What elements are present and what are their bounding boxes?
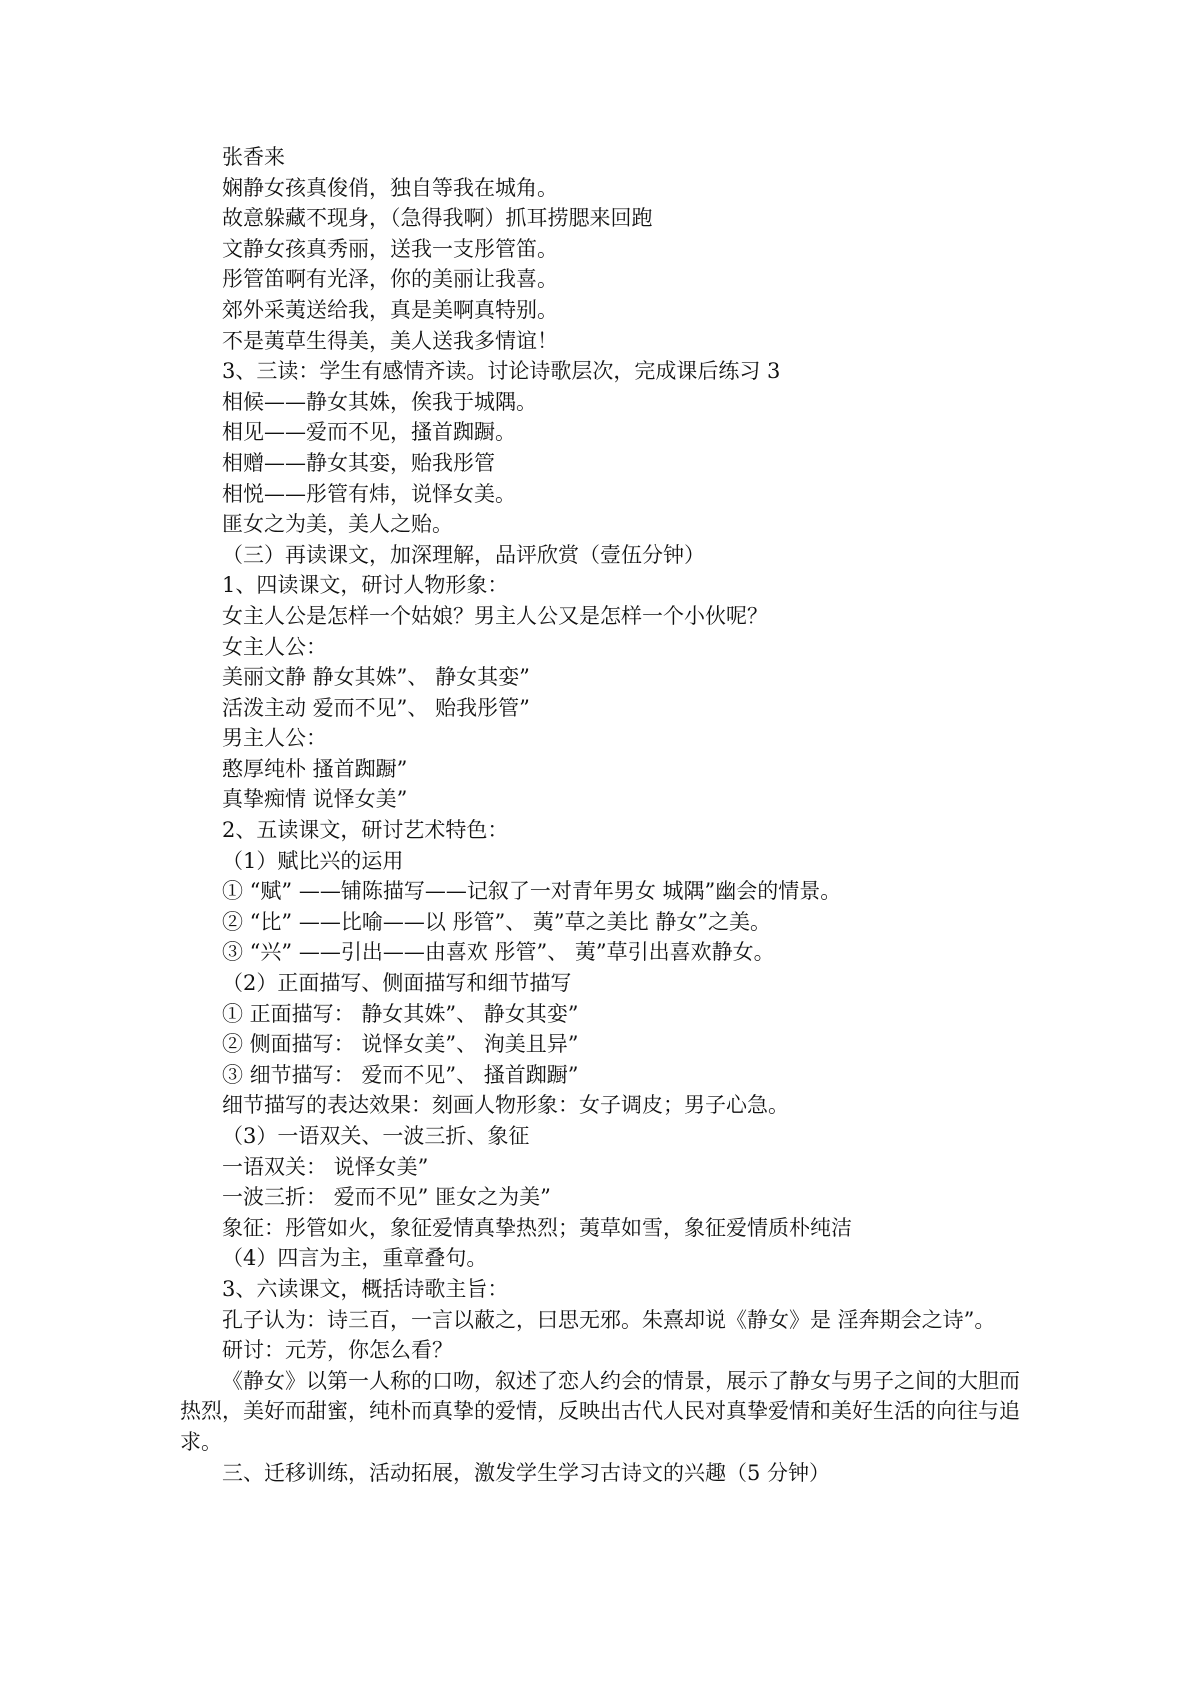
text-line: 美丽文静 静女其姝”、 静女其娈” [222,665,530,690]
text-line: ① “赋” ——铺陈描写——记叙了一对青年男女 城隅”幽会的情景。 [222,879,842,904]
text-line: 1、四读课文，研讨人物形象： [222,573,509,598]
section-heading: （三）再读课文，加深理解，品评欣赏（壹伍分钟） [222,542,705,567]
text-line: 女主人公是怎样一个姑娘？男主人公又是怎样一个小伙呢？ [222,603,768,628]
text-line: 活泼主动 爱而不见”、 贻我彤管” [222,695,530,720]
summary-paragraph: 《静女》以第一人称的口吻，叙述了恋人约会的情景，展示了静女与男子之间的大胆而热烈，美好而甜蜜，纯朴而真挚的爱情，反映出古代人民对真挚爱情和美好生活的向往与追求。 [180,1368,1020,1454]
text-line: 一波三折： 爱而不见” 匪女之为美” [222,1185,551,1210]
text-line: 相见——爱而不见，搔首踟蹰。 [222,420,516,445]
text-line: 3、六读课文，概括诗歌主旨： [222,1276,509,1301]
text-line: （1）赋比兴的运用 [222,848,404,873]
text-line: （3）一语双关、一波三折、象征 [222,1124,530,1148]
text-line: 相悦——彤管有炜，说怿女美。 [222,481,516,506]
document-body [180,142,1020,1488]
text-line: 相候——静女其姝，俟我于城隅。 [222,389,537,414]
text-line: 憨厚纯朴 搔首踟蹰” [222,756,408,781]
text-line: ② 侧面描写： 说怿女美”、 洵美且异” [222,1032,579,1057]
text-line: ② “比” ——比喻——以 彤管”、 荑”草之美比 静女”之美。 [222,909,772,934]
text-line: 2、五读课文，研讨艺术特色： [222,818,509,843]
text-line: 故意躲藏不现身，（急得我啊）抓耳捞腮来回跑 [222,206,653,231]
text-line: 相赠——静女其娈，贻我彤管 [222,450,495,475]
text-line: 不是荑草生得美，美人送我多情谊！ [222,328,558,353]
text-line: 细节描写的表达效果：刻画人物形象：女子调皮；男子心急。 [222,1093,789,1118]
text-line: 象征：彤管如火，象征爱情真挚热烈；荑草如雪，象征爱情质朴纯洁 [222,1215,852,1240]
text-line: 彤管笛啊有光泽，你的美丽让我喜。 [222,267,558,292]
text-line: 男主人公： [222,726,327,751]
text-line: ① 正面描写： 静女其姝”、 静女其娈” [222,1001,579,1026]
text-line: 张香来 [222,145,285,169]
text-line: 娴静女孩真俊俏，独自等我在城角。 [222,175,558,200]
text-line: 孔子认为：诗三百，一言以蔽之，曰思无邪。朱熹却说《静女》是 淫奔期会之诗”。 [222,1307,996,1332]
text-line: 真挚痴情 说怿女美” [222,787,408,812]
text-line: （2）正面描写、侧面描写和细节描写 [222,971,572,996]
text-line: 文静女孩真秀丽，送我一支彤管笛。 [222,236,558,261]
text-line: 研讨：元芳，你怎么看？ [222,1338,453,1363]
text-line: 郊外采荑送给我，真是美啊真特别。 [222,297,558,322]
text-line: （4）四言为主，重章叠句。 [222,1246,488,1271]
text-line: 女主人公： [222,634,327,659]
text-line: ③ “兴” ——引出——由喜欢 彤管”、 荑”草引出喜欢静女。 [222,940,775,965]
section-heading: 三、迁移训练，活动拓展，激发学生学习古诗文的兴趣（5 分钟） [222,1460,831,1485]
text-line: 匪女之为美，美人之贻。 [222,512,453,537]
text-line: 3、三读：学生有感情齐读。讨论诗歌层次，完成课后练习 3 [222,359,781,384]
text-line: ③ 细节描写： 爱而不见”、 搔首踟蹰” [222,1062,579,1087]
text-line: 一语双关： 说怿女美” [222,1154,429,1179]
